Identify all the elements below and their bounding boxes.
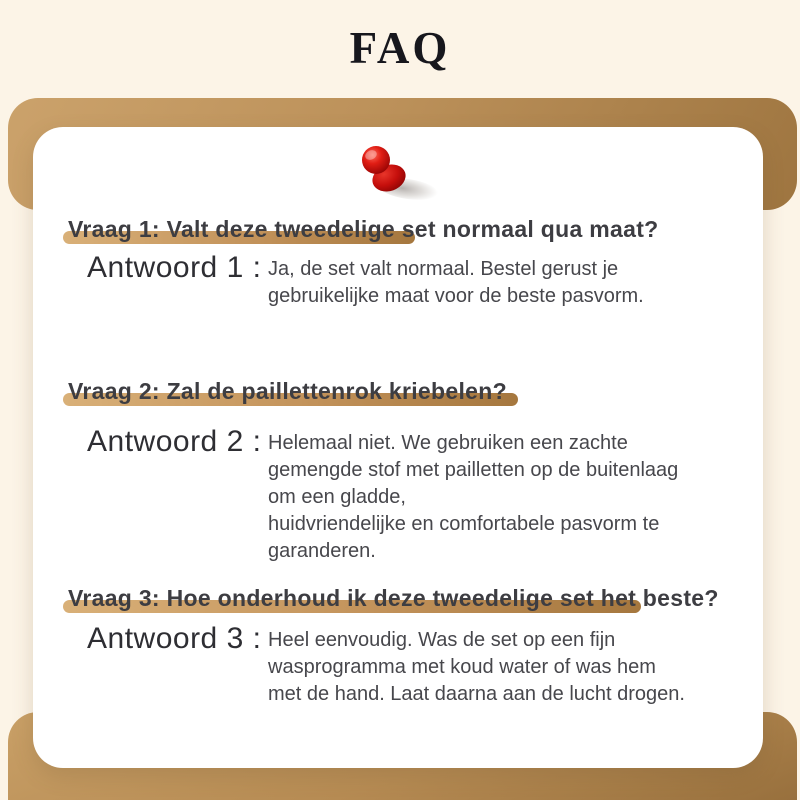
- answer-label: Antwoord 3 :: [87, 622, 262, 655]
- answer-text: Helemaal niet. We gebruiken een zachte gemengde stof met pailletten op de buitenlaag om een gladde, huidvriendelijke en comfortabele pasvorm te garanderen.: [268, 432, 679, 562]
- red-pushpin-icon: [350, 143, 450, 207]
- faq-question: [68, 377, 507, 405]
- faq-card: [33, 127, 763, 768]
- page-title: FAQ: [349, 23, 451, 73]
- faq-item-3: [33, 584, 763, 708]
- question-text: Vraag 3: Hoe onderhoud ik deze tweedelige set het beste?: [68, 585, 719, 611]
- question-text: Vraag 1: Valt deze tweedelige set normaal qua maat?: [68, 216, 659, 242]
- faq-question: [68, 584, 719, 612]
- faq-question: [68, 215, 659, 243]
- question-text: Vraag 2: Zal de paillettenrok kriebelen?: [68, 378, 507, 404]
- answer-text: Ja, de set valt normaal. Bestel gerust je gebruikelijke maat voor de beste pasvorm.: [268, 258, 644, 307]
- answer-label: Antwoord 2 :: [87, 425, 262, 458]
- faq-answer: [87, 251, 763, 310]
- faq-item-2: [33, 377, 763, 565]
- answer-text: Heel eenvoudig. Was de set op een fijn wasprogramma met koud water of was hem met de hand. Laat daarna aan de lucht drogen.: [268, 629, 685, 705]
- faq-answer: [87, 622, 763, 708]
- answer-label: Antwoord 1 :: [87, 251, 262, 284]
- faq-item-1: [33, 215, 763, 310]
- faq-answer: [87, 425, 763, 565]
